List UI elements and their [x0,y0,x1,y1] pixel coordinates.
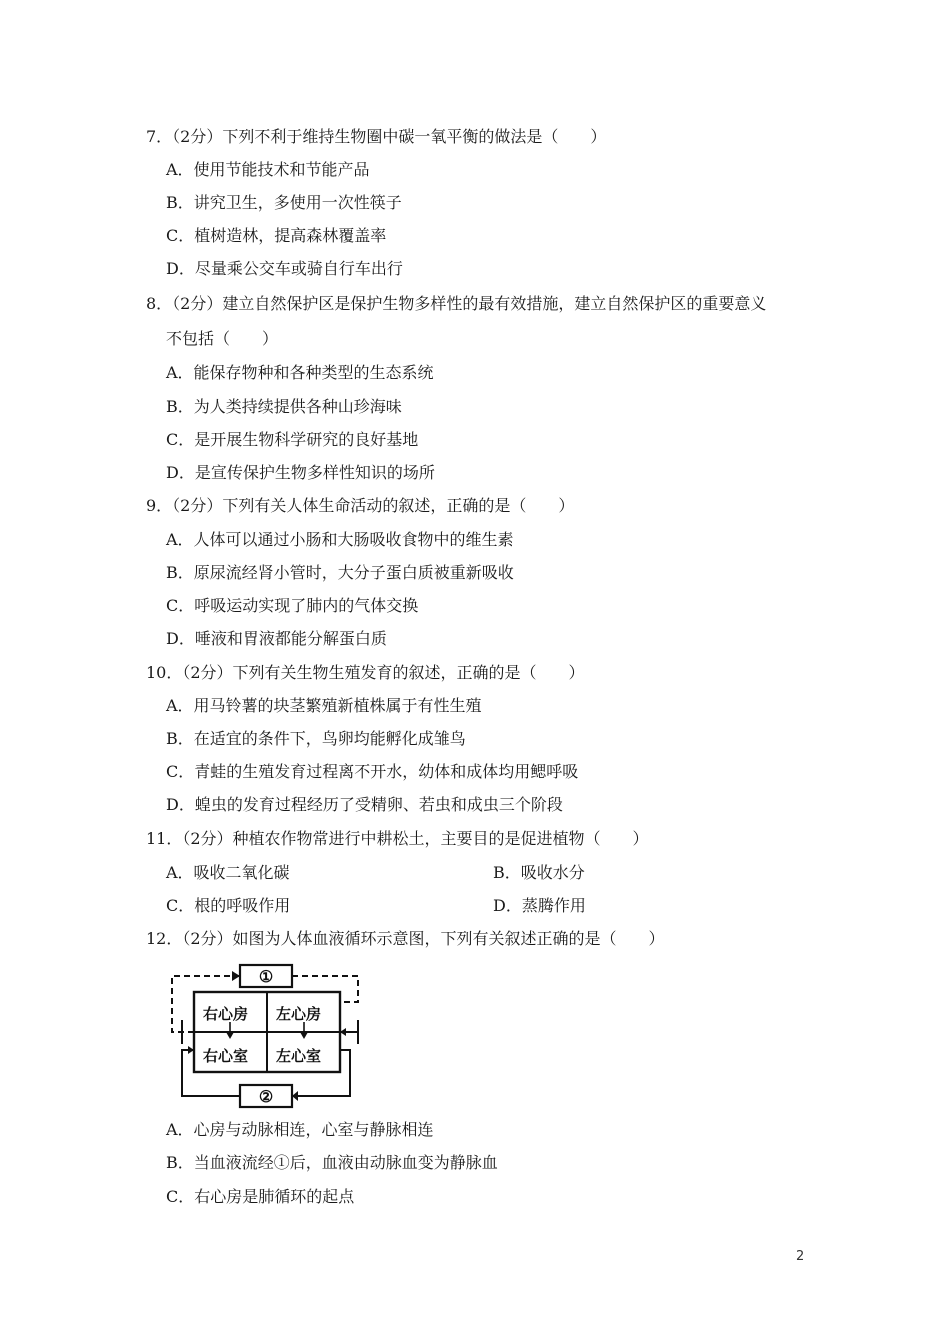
question-10-option-b: B．在适宜的条件下，鸟卵均能孵化成雏鸟 [166,729,466,748]
question-11-option-d: D．蒸腾作用 [493,896,586,915]
question-9-option-b: B．原尿流经肾小管时，大分子蛋白质被重新吸收 [166,563,514,582]
question-9-option-d: D．唾液和胃液都能分解蛋白质 [166,629,387,648]
arrow-left-av-valve [300,1032,308,1039]
question-10-option-d: D．蝗虫的发育过程经历了受精卵、若虫和成虫三个阶段 [166,795,563,814]
right-ventricle-label: 右心室 [203,1047,249,1065]
question-8-option-d: D．是宣传保护生物多样性知识的场所 [166,463,435,482]
question-10-option-a: A．用马铃薯的块茎繁殖新植株属于有性生殖 [166,696,482,715]
question-7-option-b: B．讲究卫生，多使用一次性筷子 [166,193,402,212]
question-11-option-a: A．吸收二氧化碳 [166,863,290,882]
question-12-option-a: A．心房与动脉相连，心室与静脉相连 [166,1120,434,1139]
question-9-option-a: A．人体可以通过小肠和大肠吸收食物中的维生素 [166,530,514,549]
blood-circulation-diagram [166,962,366,1112]
question-12-stem: 12．（2分）如图为人体血液循环示意图，下列有关叙述正确的是（ ） [146,929,665,948]
pulmonary-loop-right-line [292,976,358,1002]
question-11-option-b: B．吸收水分 [493,863,585,882]
question-8-stem: 8．（2分）建立自然保护区是保护生物多样性的最有效措施，建立自然保护区的重要意义 [146,294,767,313]
question-7-stem: 7．（2分）下列不利于维持生物圈中碳一氧平衡的做法是（ ） [146,127,607,146]
question-7-option-a: A．使用节能技术和节能产品 [166,160,370,179]
question-8-option-a: A．能保存物种和各种类型的生态系统 [166,363,434,382]
arrow-right-av-valve [226,1032,234,1039]
question-7-option-d: D．尽量乘公交车或骑自行车出行 [166,259,403,278]
page-number: 2 [796,1249,805,1264]
question-8-stem-cont: 不包括（ ） [166,329,279,348]
question-10-stem: 10．（2分）下列有关生物生殖发育的叙述，正确的是（ ） [146,663,585,682]
question-9-option-c: C．呼吸运动实现了肺内的气体交换 [166,596,419,615]
label-2: ② [258,1087,274,1106]
question-12-option-b: B．当血液流经①后，血液由动脉血变为静脉血 [166,1153,498,1172]
left-atrium-label: 左心房 [276,1005,322,1023]
question-10-option-c: C．青蛙的生殖发育过程离不开水，幼体和成体均用鳃呼吸 [166,762,579,781]
question-11-option-c: C．根的呼吸作用 [166,896,291,915]
question-11-stem: 11．（2分）种植农作物常进行中耕松土，主要目的是促进植物（ ） [146,829,649,848]
left-ventricle-label: 左心室 [276,1047,322,1065]
label-1: ① [258,967,274,986]
question-7-option-c: C．植树造林，提高森林覆盖率 [166,226,387,245]
question-12-option-c: C．右心房是肺循环的起点 [166,1187,355,1206]
question-8-option-b: B．为人类持续提供各种山珍海味 [166,397,402,416]
right-atrium-label: 右心房 [203,1005,249,1023]
question-9-stem: 9．（2分）下列有关人体生命活动的叙述，正确的是（ ） [146,496,575,515]
question-8-option-c: C．是开展生物科学研究的良好基地 [166,430,419,449]
arrow-into-label-1 [232,971,240,981]
